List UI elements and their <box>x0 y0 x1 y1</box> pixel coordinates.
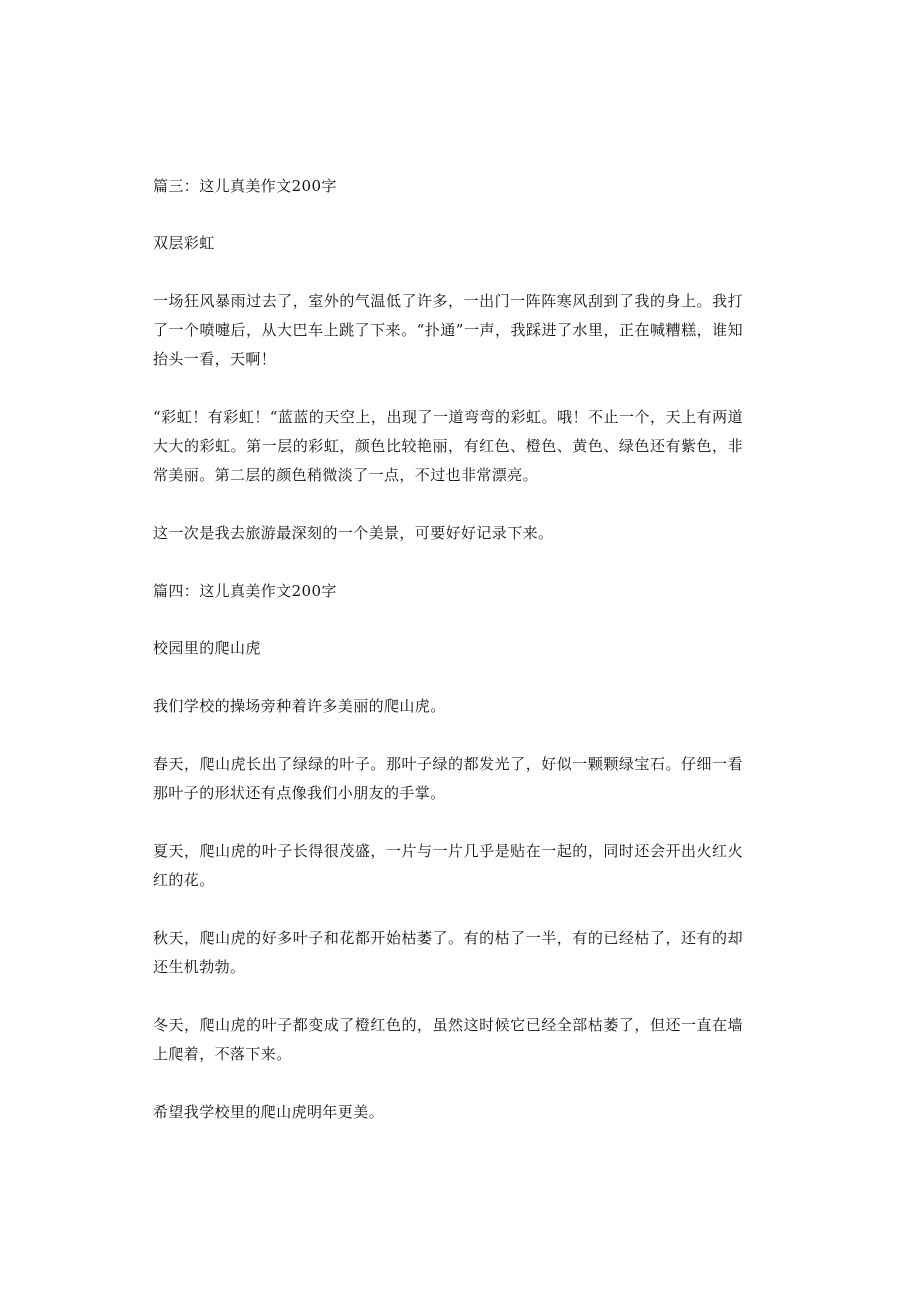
article-title: 校园里的爬山虎 <box>153 639 261 657</box>
paragraph: 冬天，爬山虎的叶子都变成了橙红色的，虽然这时候它已经全部枯萎了，但还一直在墙上爬着，不落下来。 <box>153 1016 743 1063</box>
paragraph: 我们学校的操场旁种着许多美丽的爬山虎。 <box>153 697 446 715</box>
paragraph: 夏天，爬山虎的叶子长得很茂盛，一片与一片几乎是贴在一起的，同时还会开出火红火红的花。 <box>153 842 743 889</box>
section-heading: 篇四：这儿真美作文200字 <box>153 582 337 600</box>
section-heading: 篇三：这儿真美作文200字 <box>153 177 337 195</box>
paragraph: 这一次是我去旅游最深刻的一个美景，可要好好记录下来。 <box>153 524 554 542</box>
document-body <box>153 172 743 1156</box>
paragraph: 秋天，爬山虎的好多叶子和花都开始枯萎了。有的枯了一半，有的已经枯了，还有的却还生机勃勃。 <box>153 929 743 976</box>
paragraph: 希望我学校里的爬山虎明年更美。 <box>153 1103 385 1121</box>
paragraph: 春天，爬山虎长出了绿绿的叶子。那叶子绿的都发光了，好似一颗颗绿宝石。仔细一看那叶子的形状还有点像我们小朋友的手掌。 <box>153 755 743 802</box>
paragraph: 一场狂风暴雨过去了，室外的气温低了许多，一出门一阵阵寒风刮到了我的身上。我打了一个喷嚏后，从大巴车上跳了下来。“扑通”一声，我踩进了水里，正在喊糟糕，谁知抬头一看，天啊！ <box>153 292 743 368</box>
article-title: 双层彩虹 <box>153 234 215 252</box>
paragraph: “彩虹！有彩虹！“蓝蓝的天空上，出现了一道弯弯的彩虹。哦！不止一个，天上有两道大大的彩虹。第一层的彩虹，颜色比较艳丽，有红色、橙色、黄色、绿色还有紫色，非常美丽。第二层的颜色稍微淡了一点，不过也非常漂亮。 <box>153 408 743 484</box>
